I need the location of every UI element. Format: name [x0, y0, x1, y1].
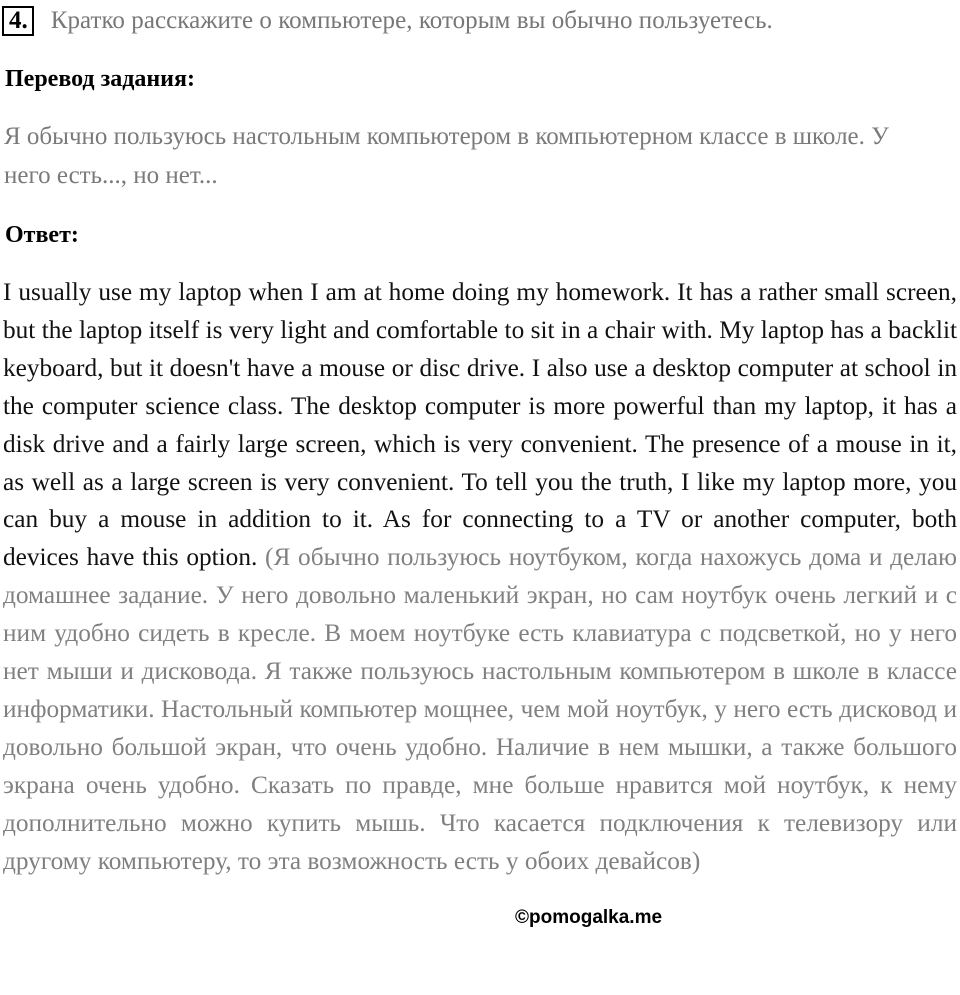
task-number-badge: 4.: [2, 6, 34, 36]
task-line: [2, 4, 773, 38]
answer-russian-translation: (Я обычно пользуюсь ноутбуком, когда нахожусь дома и делаю домашнее задание. У него довольно маленький экран, но сам ноутбук очень легкий и с ним удобно сидеть в кресле. В моем ноутбуке есть клавиатура с подсветкой, но у него нет мыши и дисковода. Я также пользуюсь настольным компьютером в школе в классе информатики. Настольный компьютер мощнее, чем мой ноутбук, у него есть дисковод и довольно большой экран, что очень удобно. Наличие в нем мышки, а также большого экрана очень удобно. Сказать по правде, мне больше нравится мой ноутбук, к нему дополнительно можно купить мышь. Что касается подключения к телевизору или другому компьютеру, то эта возможность есть у обоих девайсов): [3, 543, 958, 875]
answer-paragraph: [3, 274, 957, 881]
translation-heading: Перевод задания:: [5, 66, 195, 92]
watermark: ©pomogalka.me: [515, 907, 663, 928]
answer-english-text: I usually use my laptop when I am at home doing my homework. It has a rather small screen, but the laptop itself is very light and comfortable to sit in a chair with. My laptop has a backlit keyboard, but it doesn't have a mouse or disc drive. I also use a desktop computer at school in the computer science class. The desktop computer is more powerful than my laptop, it has a disk drive and a fairly large screen, which is very convenient. The presence of a mouse in it, as well as a large screen is very convenient. To tell you the truth, I like my laptop more, you can buy a mouse in addition to it. As for connecting to a TV or another computer, both devices have this option.: [3, 278, 957, 572]
answer-heading: Ответ:: [5, 222, 79, 248]
task-prompt: Кратко расскажите о компьютере, которым вы обычно пользуетесь.: [50, 7, 773, 34]
translation-text: Я обычно пользуюсь настольным компьютером в компьютерном классе в школе. У него есть..., но нет...: [4, 123, 889, 189]
